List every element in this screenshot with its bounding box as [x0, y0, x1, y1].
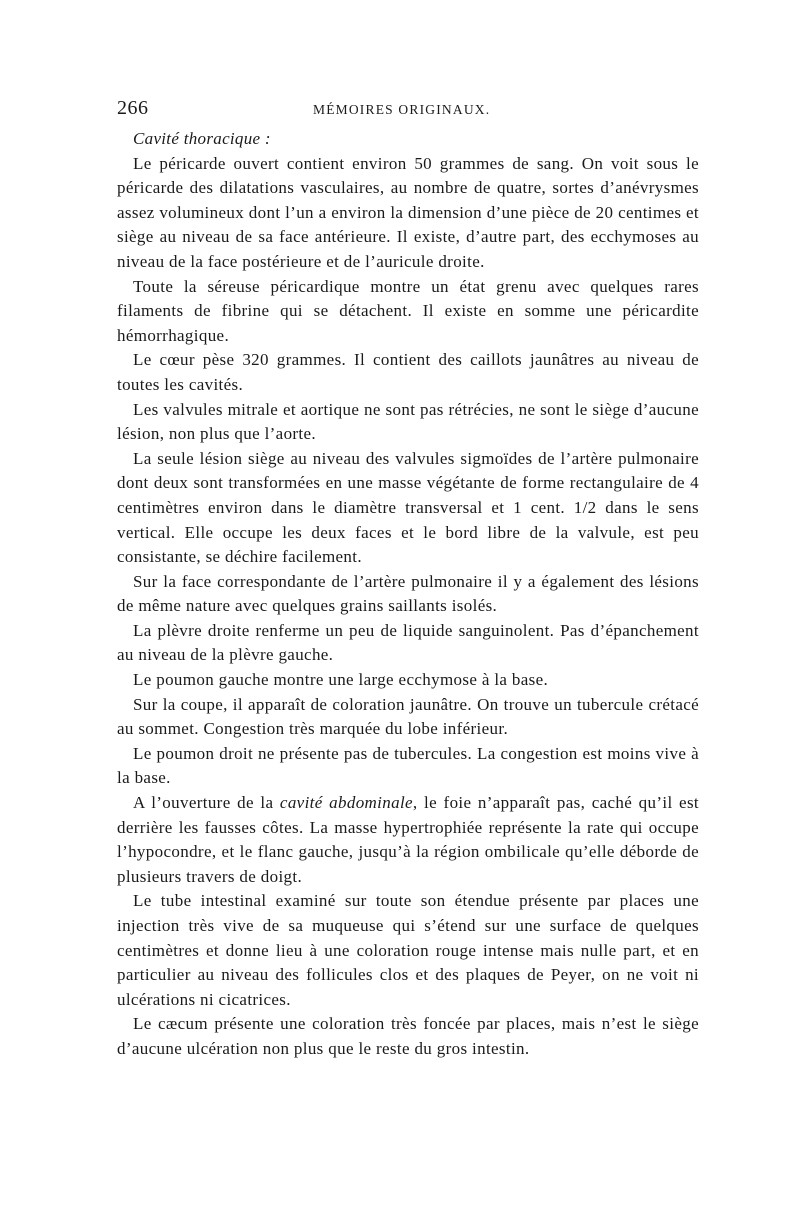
paragraph: Le péricarde ouvert contient environ 50 grammes de sang. On voit sous le péricarde des dilatations vasculaires, au nombre de quatre, sortes d’anévrysmes assez volumineux dont l’un a environ la dimension d’une pièce de 20 centimes et siège au niveau de sa face antérieure. Il existe, d’autre part, des ecchymoses au niveau de la face postérieure et de l’auricule droite.	[117, 153, 699, 271]
paragraph: La plèvre droite renferme un peu de liquide sanguinolent. Pas d’épanchement au niveau de la plèvre gauche.	[117, 620, 699, 665]
paragraph-text: A l’ouverture de la	[133, 793, 280, 813]
paragraph: Le poumon gauche montre une large ecchymose à la base.	[133, 670, 549, 690]
book-page	[117, 97, 699, 1062]
emphasis-text: cavité abdominale	[279, 793, 413, 813]
paragraph: Les valvules mitrale et aortique ne sont pas rétrécies, ne sont le siège d’aucune lésion, non plus que l’aorte.	[117, 399, 699, 444]
paragraph: La seule lésion siège au niveau des valvules sigmoïdes de l’artère pulmonaire dont deux sont transformées en une masse végétante de forme rectangulaire de 4 centimètres environ dans le diamètre transversal et 1 cent. 1/2 dans le sens vertical. Elle occupe les deux faces et le bord libre de la valvule, est peu consistante, se déchire facilement.	[117, 448, 699, 567]
paragraph-abdominal	[117, 791, 699, 889]
paragraph: Le cæcum présente une coloration très foncée par places, mais n’est le siège d’aucune ulcération non plus que le reste du gros intestin.	[117, 1014, 699, 1058]
paragraph-text: , le foie n’apparaît pas, caché qu’il est derrière les fausses côtes. La masse hypertrophiée représente la rate qui occupe l’hypocondre, et le flanc gauche, jusqu’à la région ombilicale qu’elle déborde de plusieurs travers de doigt.	[117, 793, 699, 886]
paragraph: Le poumon droit ne présente pas de tubercules. La congestion est moins vive à la base.	[117, 743, 699, 788]
paragraph: Sur la coupe, il apparaît de coloration jaunâtre. On trouve un tubercule crétacé au sommet. Congestion très marquée du lobe inférieur.	[117, 694, 699, 739]
paragraph: Toute la séreuse péricardique montre un état grenu avec quelques rares filaments de fibrine qui se détachent. Il existe en somme une péricardite hémorrhagique.	[117, 276, 699, 345]
paragraph: Le tube intestinal examiné sur toute son étendue présente par places une injection très vive de sa muqueuse qui s’étend sur une surface de quelques centimètres et donne lieu à une coloration rouge intense mais nulle part, et en particulier au niveau des follicules clos et des plaques de Peyer, on ne voit ni ulcérations ni cicatrices.	[117, 891, 699, 1009]
running-title: MÉMOIRES ORIGINAUX.	[313, 102, 491, 117]
paragraph: Sur la face correspondante de l’artère pulmonaire il y a également des lésions de même nature avec quelques grains saillants isolés.	[117, 571, 699, 616]
page-number: 266	[117, 97, 149, 119]
paragraph: Le cœur pèse 320 grammes. Il contient des caillots jaunâtres au niveau de toutes les cavités.	[117, 350, 699, 394]
page-header	[117, 97, 699, 127]
section-heading: Cavité thoracique :	[133, 129, 271, 148]
